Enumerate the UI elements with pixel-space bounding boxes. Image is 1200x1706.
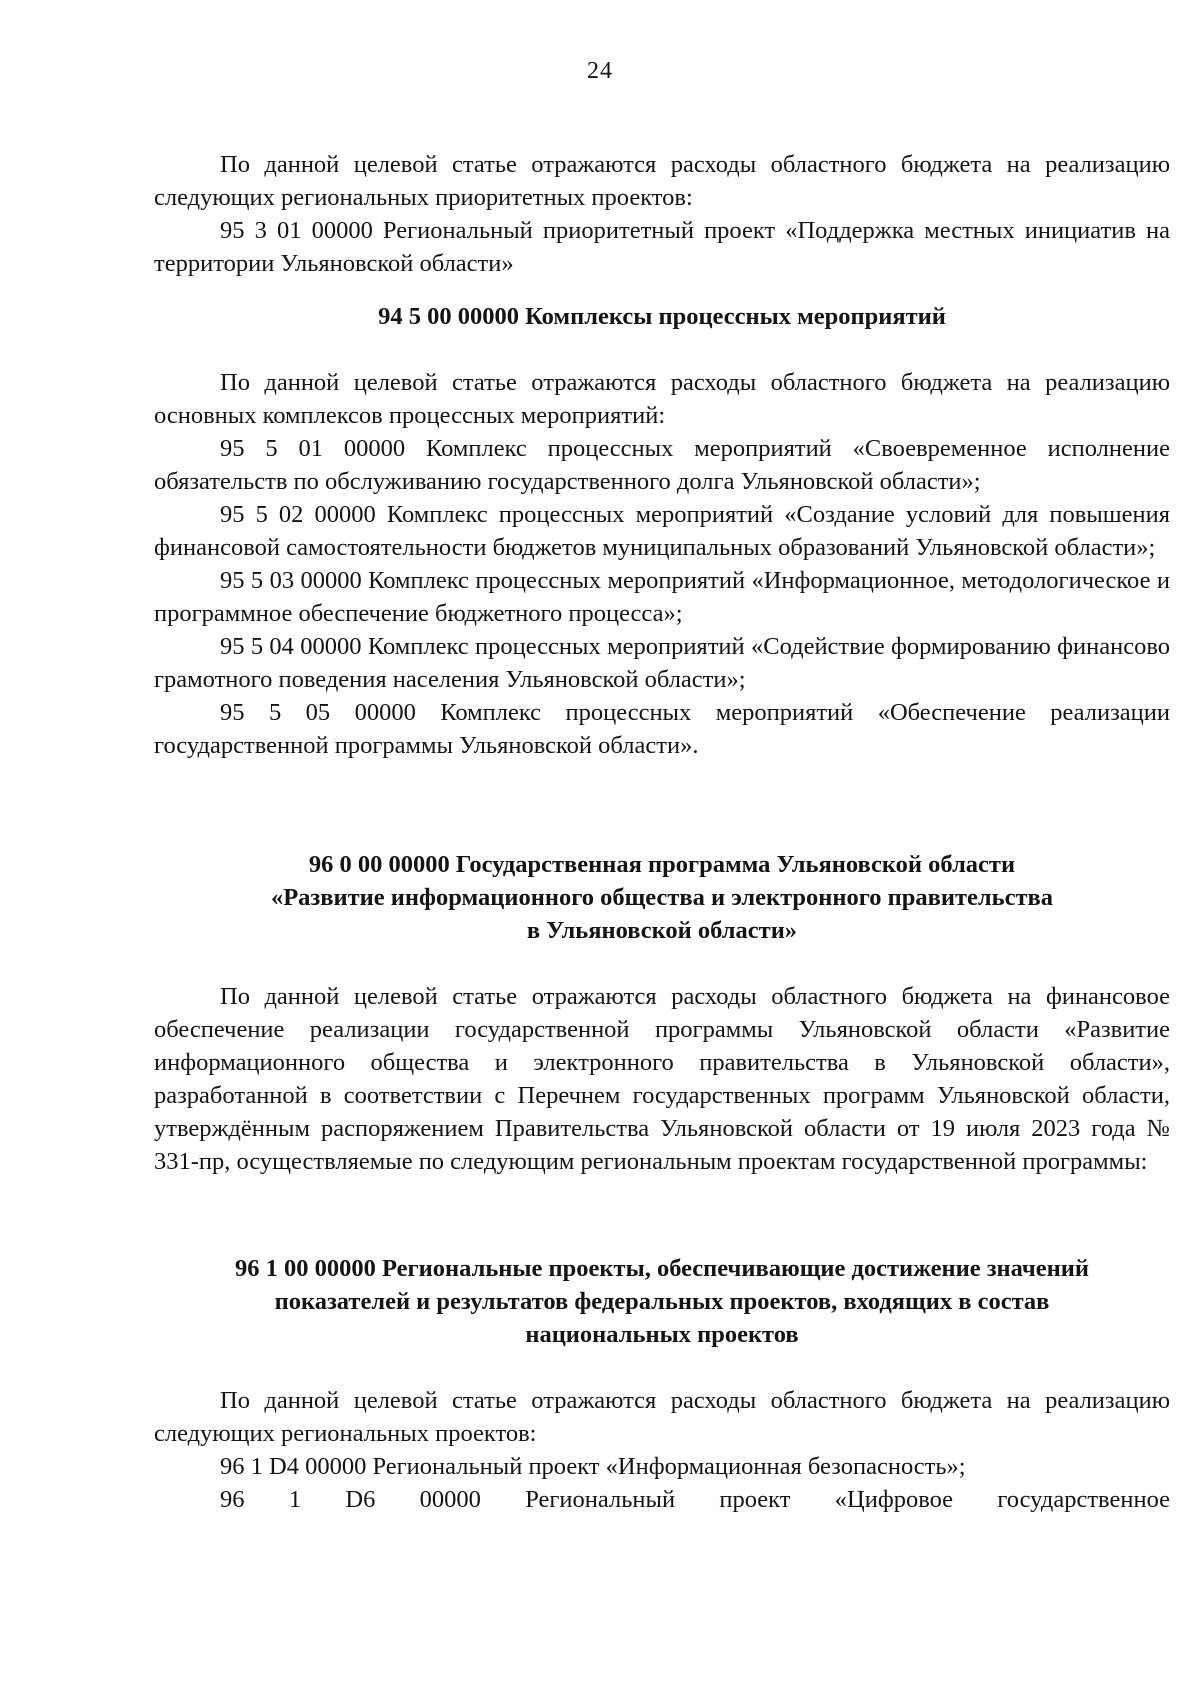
section-state-program: [154, 848, 1170, 1178]
list-item: 96 1 D4 00000 Региональный проект «Информационная безопасность»;: [220, 1453, 966, 1480]
section-heading-line: показателей и результатов федеральных проектов, входящих в состав: [274, 1288, 1050, 1315]
list-item: 95 5 04 00000 Комплекс процессных мероприятий «Содействие формированию финансово грамотного поведения населения Ульяновской области»;: [154, 633, 1170, 693]
section-heading-line: в Ульяновской области»: [526, 917, 798, 944]
list-item: 95 5 03 00000 Комплекс процессных мероприятий «Информационное, методологическое и программное обеспечение бюджетного процесса»;: [154, 567, 1170, 627]
section-regional-priority-projects: [154, 148, 1170, 280]
section-heading-line: национальных проектов: [525, 1321, 799, 1348]
section-heading: 94 5 00 00000 Комплексы процессных мероприятий: [378, 303, 946, 330]
paragraph: По данной целевой статье отражаются расходы областного бюджета на реализацию следующих региональных проектов:: [154, 1387, 1170, 1447]
section-process-complexes: [154, 300, 1170, 762]
paragraph: По данной целевой статье отражаются расходы областного бюджета на реализацию основных комплексов процессных мероприятий:: [154, 369, 1170, 429]
page-number: 24: [587, 58, 613, 84]
list-item: 96 1 D6 00000 Региональный проект «Цифровое государственное: [220, 1486, 1170, 1513]
section-heading-line: 96 0 00 00000 Государственная программа Ульяновской области: [308, 851, 1016, 878]
list-item: 95 5 05 00000 Комплекс процессных мероприятий «Обеспечение реализации государственной программы Ульяновской области».: [154, 699, 1170, 759]
list-item: 95 3 01 00000 Региональный приоритетный проект «Поддержка местных инициатив на территории Ульяновской области»: [154, 217, 1170, 277]
paragraph: По данной целевой статье отражаются расходы областного бюджета на финансовое обеспечение реализации государственной программы Ульяновской области «Развитие информационного общества и электронного правительства в Ульяновской области», разработанной в соответствии с Перечнем государственных программ Ульяновской области, утверждённым распоряжением Правительства Ульяновской области от 19 июля 2023 года № 331-пр, осуществляемые по следующим региональным проектам государственной программы:: [154, 983, 1170, 1175]
section-heading-line: «Развитие информационного общества и электронного правительства: [270, 884, 1054, 911]
section-regional-projects: [154, 1252, 1170, 1516]
paragraph: По данной целевой статье отражаются расходы областного бюджета на реализацию следующих региональных приоритетных проектов:: [154, 151, 1170, 211]
section-heading-line: 96 1 00 00000 Региональные проекты, обеспечивающие достижение значений: [235, 1255, 1089, 1282]
list-item: 95 5 01 00000 Комплекс процессных мероприятий «Своевременное исполнение обязательств по обслуживанию государственного долга Ульяновской области»;: [154, 435, 1170, 495]
list-item: 95 5 02 00000 Комплекс процессных мероприятий «Создание условий для повышения финансовой самостоятельности бюджетов муниципальных образований Ульяновской области»;: [154, 501, 1170, 561]
